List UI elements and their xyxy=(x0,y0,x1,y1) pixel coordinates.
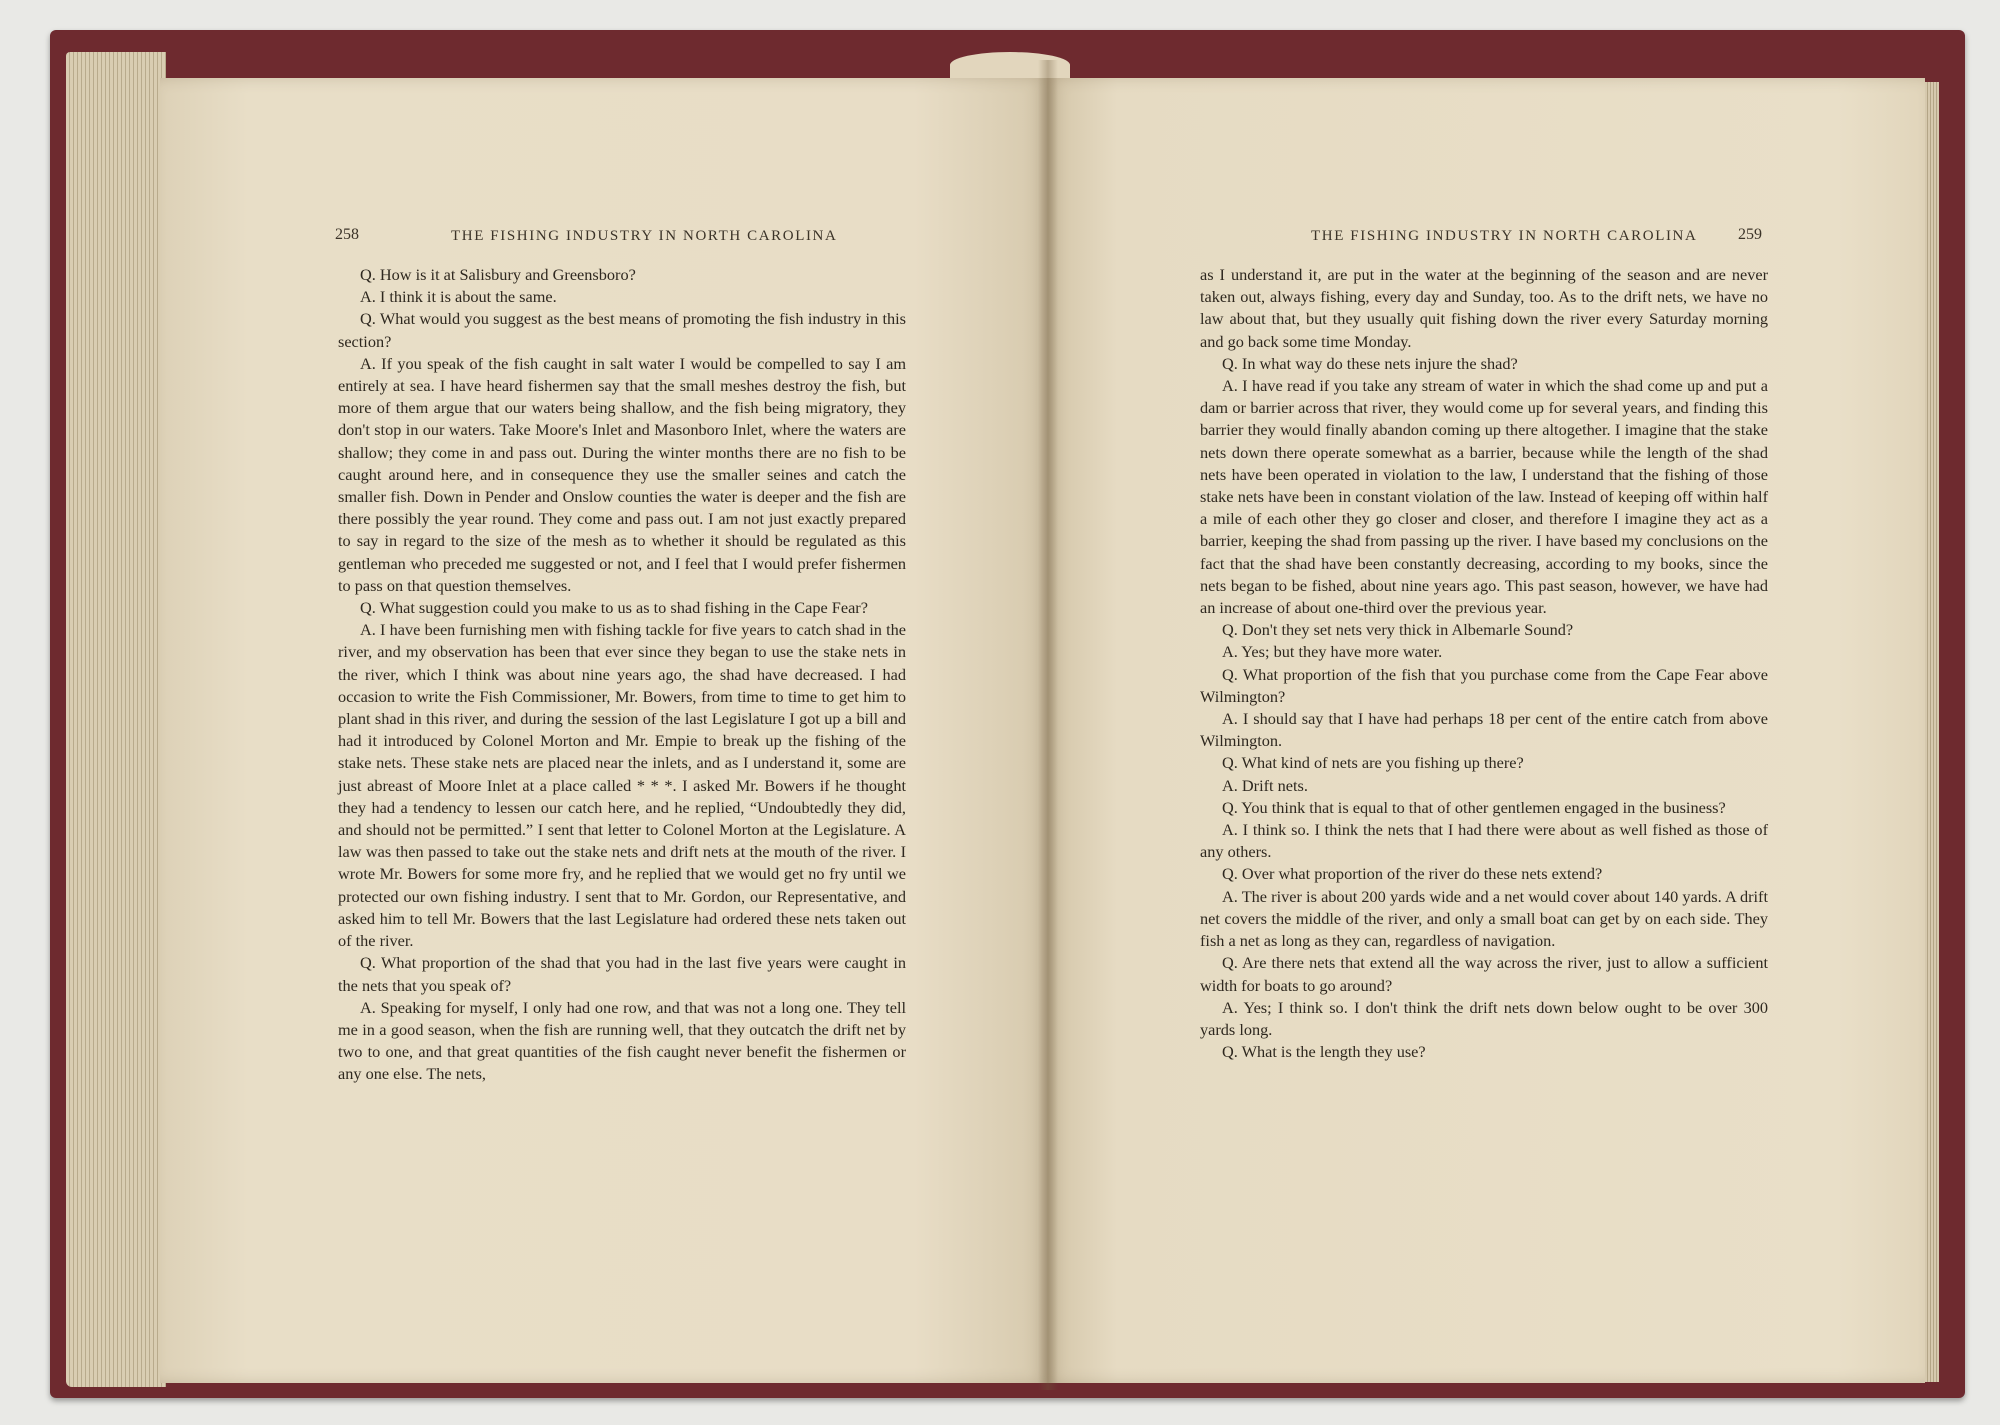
paragraph: Q. What is the length they use? xyxy=(1222,1042,1426,1062)
paragraph: A. I have been furnishing men with fishing tackle for five years to catch shad in the river, and my observation has been that ever since they began to use the stake nets in the river, which I think was about nine years ago, the shad have decreased. I had occasion to write the Fish Commissioner, Mr. Bowers, from time to time to get him to plant shad in this river, and during the session of the last Legislature I got up a bill and had it introduced by Colonel Morton and Mr. Empie to break up the fishing of the stake nets. These stake nets are placed near the inlets, and as I understand it, some are just abreast of Moore Inlet at a place called * * *. I asked Mr. Bowers if he thought they had a tendency to lessen our catch here, and he replied, “Undoubtedly they did, and should not be permitted.” I sent that letter to Colonel Morton at the Legislature. A law was then passed to take out the stake nets and drift nets at the mouth of the river. I wrote Mr. Bowers for some more fry, and he replied that we would get no fry until we protected our own fishing industry. I sent that to Mr. Gordon, our Representative, and asked him to tell Mr. Bowers that the last Legislature had ordered these nets taken out of the river. xyxy=(338,620,906,951)
paragraph: A. I should say that I have had perhaps 18 per cent of the entire catch from above Wilmington. xyxy=(1200,709,1768,751)
paragraph: Q. What kind of nets are you fishing up there? xyxy=(1222,753,1524,773)
paragraph: Q. Don't they set nets very thick in Albemarle Sound? xyxy=(1222,620,1574,640)
paragraph: Q. Over what proportion of the river do these nets extend? xyxy=(1222,864,1603,884)
paragraph: Q. What proportion of the fish that you purchase come from the Cape Fear above Wilmington? xyxy=(1200,664,1768,706)
right-running-head: THE FISHING INDUSTRY IN NORTH CAROLINA xyxy=(1311,228,1698,244)
book-gutter xyxy=(1038,60,1058,1390)
paragraph: Q. What suggestion could you make to us as to shad fishing in the Cape Fear? xyxy=(360,598,868,618)
page-stack-left xyxy=(66,52,166,1387)
paragraph: A. Speaking for myself, I only had one row, and that was not a long one. They tell me in a good season, when the fish are running well, that they outcatch the drift net by two to one, and that great quantities of the fish caught never benefit the fishermen or any one else. The nets, xyxy=(338,997,906,1084)
continued-paragraph: as I understand it, are put in the water at the beginning of the season and are never taken out, always fishing, every day and Sunday, too. As to the drift nets, we have no law about that, but they usually quit fishing down the river every Saturday morning and go back some time Monday. xyxy=(1200,265,1768,351)
paragraph: Q. Are there nets that extend all the way across the river, just to allow a sufficient width for boats to go around? xyxy=(1200,953,1768,995)
left-page-number: 258 xyxy=(335,226,359,243)
paragraph: Q. In what way do these nets injure the shad? xyxy=(1222,353,1518,373)
paragraph: Q. What proportion of the shad that you had in the last five years were caught in the nets that you speak of? xyxy=(338,953,906,995)
right-page-number: 259 xyxy=(1738,226,1762,243)
paragraph: Q. How is it at Salisbury and Greensboro? xyxy=(360,265,636,284)
paragraph: A. Yes; but they have more water. xyxy=(1222,642,1443,662)
page-stack-right xyxy=(1925,82,1939,1382)
left-page-text xyxy=(338,264,906,1086)
paragraph: A. Yes; I think so. I don't think the drift nets down below ought to be over 300 yards long. xyxy=(1200,997,1768,1039)
paragraph: Q. What would you suggest as the best means of promoting the fish industry in this section? xyxy=(338,309,906,351)
paragraph: A. The river is about 200 yards wide and a net would cover about 140 yards. A drift net covers the middle of the river, and only a small boat can get by on each side. They fish a net as long as they can, regardless of navigation. xyxy=(1200,886,1768,951)
left-running-head: THE FISHING INDUSTRY IN NORTH CAROLINA xyxy=(451,228,838,244)
paragraph: Q. You think that is equal to that of other gentlemen engaged in the business? xyxy=(1222,797,1726,817)
paragraph: A. I have read if you take any stream of water in which the shad come up and put a dam or barrier across that river, they would come up for several years, and finding this barrier they would finally abandon coming up there altogether. I imagine that the stake nets down there operate somewhat as a barrier, because while the length of the shad nets have been operated in violation to the law, I understand that the fishing of those stake nets have been in constant violation of the law. Instead of keeping off within half a mile of each other they go closer and closer, and therefore I imagine they act as a barrier, keeping the shad from passing up the river. I have based my conclusions on the fact that the shad have been constantly decreasing, according to my books, since the nets began to be fished, about nine years ago. This past season, however, we have had an increase of about one-third over the previous year. xyxy=(1200,376,1768,618)
paragraph: A. Drift nets. xyxy=(1222,775,1308,795)
paragraph: A. I think so. I think the nets that I had there were about as well fished as those of any others. xyxy=(1200,820,1768,862)
paragraph: A. If you speak of the fish caught in salt water I would be compelled to say I am entirely at sea. I have heard fishermen say that the small meshes destroy the fish, but more of them argue that our waters being shallow, and the fish being migratory, they don't stop in our waters. Take Moore's Inlet and Masonboro Inlet, where the waters are shallow; they come in and pass out. During the winter months there are no fish to be caught around here, and in consequence they use the smaller seines and catch the smaller fish. Down in Pender and Onslow counties the water is deeper and the fish are there possibly the year round. They come and pass out. I am not just exactly prepared to say in regard to the size of the mesh as to whether it should be regulated as this gentleman who preceded me suggested or not, and I feel that I would prefer fishermen to pass on that question themselves. xyxy=(338,353,906,595)
paragraph: A. I think it is about the same. xyxy=(360,287,557,307)
right-page-text xyxy=(1200,264,1768,1063)
